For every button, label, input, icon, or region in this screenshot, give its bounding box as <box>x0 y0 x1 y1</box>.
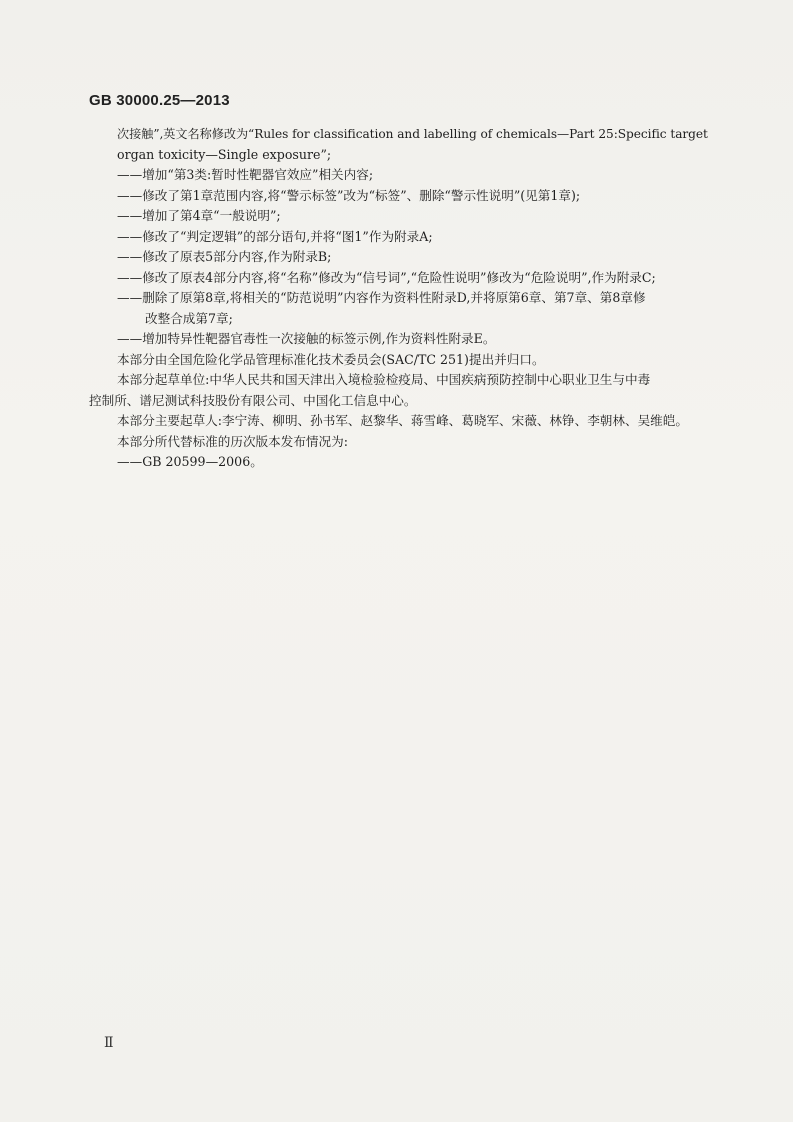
text-line: organ toxicity—Single exposure”; <box>117 146 332 162</box>
drafting-units-continuation: 控制所、谱尼测试科技股份有限公司、中国化工信息中心。 <box>89 392 417 408</box>
change-list-item-continuation: 改整合成第7章; <box>145 310 233 326</box>
doc-number-header: GB 30000.25—2013 <box>89 92 230 109</box>
history-paragraph: 本部分所代替标准的历次版本发布情况为: <box>117 433 348 449</box>
page-number: Ⅱ <box>104 1035 114 1051</box>
change-list-item: ——删除了原第8章,将相关的“防范说明”内容作为资料性附录D,并将原第6章、第7章、第8章修 <box>117 290 646 305</box>
change-list-item: ——修改了原表4部分内容,将“名称”修改为“信号词”,“危险性说明”修改为“危险说明”,作为附录C; <box>117 269 656 285</box>
history-list-item: ——GB 20599—2006。 <box>117 454 263 469</box>
foreword-body <box>89 124 707 473</box>
change-list-item: ——增加特异性靶器官毒性一次接触的标签示例,作为资料性附录E。 <box>117 331 496 346</box>
change-list-item: ——修改了原表5部分内容,作为附录B; <box>117 249 332 264</box>
text-line: 次接触”,英文名称修改为“Rules for classification and labelling of chemicals—Part 25:Specific target <box>117 127 708 141</box>
drafting-units-paragraph: 本部分起草单位:中华人民共和国天津出入境检验检疫局、中国疾病预防控制中心职业卫生与中毒 <box>117 372 651 387</box>
change-list-item: ——增加“第3类:暂时性靶器官效应”相关内容; <box>117 167 374 182</box>
change-list-item: ——修改了“判定逻辑”的部分语句,并将“图1”作为附录A; <box>117 228 433 244</box>
proposer-paragraph: 本部分由全国危险化学品管理标准化技术委员会(SAC/TC 251)提出并归口。 <box>117 351 545 367</box>
drafters-paragraph: 本部分主要起草人:李宁涛、柳明、孙书军、赵黎华、蒋雪峰、葛晓军、宋薇、林铮、李朝林、吴维皑。 <box>117 413 688 428</box>
change-list-item: ——修改了第1章范围内容,将“警示标签”改为“标签”、删除“警示性说明”(见第1章); <box>117 187 581 203</box>
change-list-item: ——增加了第4章“一般说明”; <box>117 208 281 223</box>
